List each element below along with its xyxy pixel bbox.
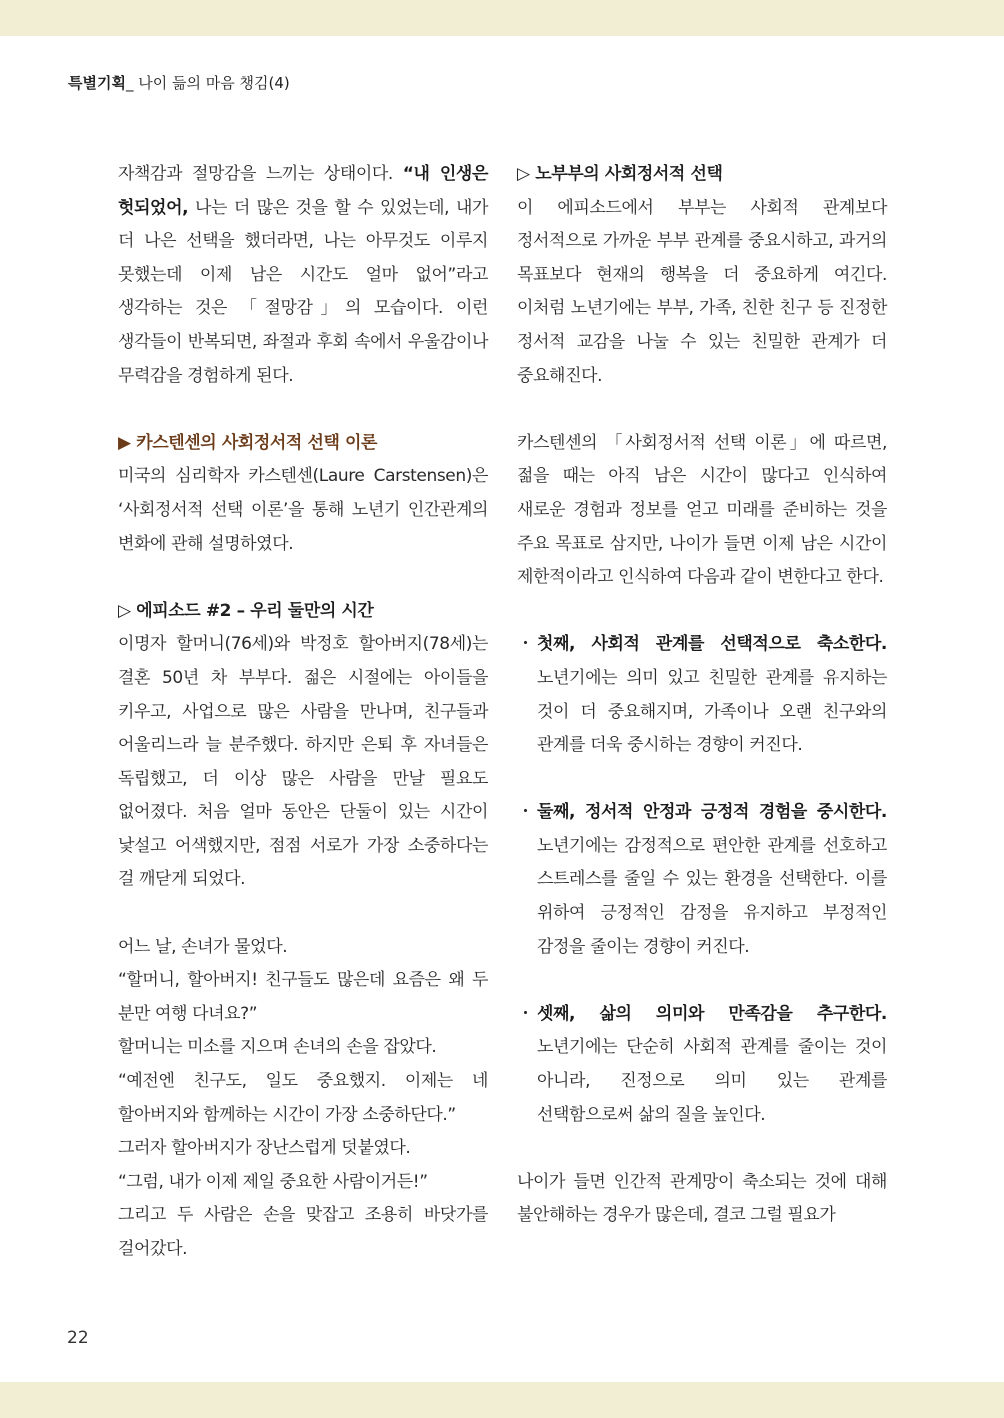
spacer (517, 964, 887, 998)
dialogue-line: 할머니는 미소를 지으며 손녀의 손을 잡았다. (118, 1037, 437, 1058)
section-heading-episode (118, 595, 488, 629)
heading-text: 카스텐센의 사회정서적 선택 이론 (136, 432, 378, 453)
paragraph-theory-intro: 미국의 심리학자 카스텐센(Laure Carstensen)은 ‘사회정서적 선택 이론’을 통해 노년기 인간관계의 변화에 관해 설명하였다. (118, 466, 488, 554)
spacer (517, 595, 887, 629)
dialogue-line: 어느 날, 손녀가 물었다. (118, 936, 288, 957)
top-band (0, 0, 1004, 36)
section-heading-theory (118, 427, 488, 461)
bullet-item-third (517, 998, 887, 1132)
paragraph-despair (118, 158, 488, 393)
dialogue-line: “할머니, 할아버지! 친구들도 많은데 요즘은 왜 두 분만 여행 다녀요?” (118, 970, 488, 1024)
spacer (118, 897, 488, 931)
bullet-dot-icon: ・ (517, 802, 534, 823)
bullet-lead: 첫째, 사회적 관계를 선택적으로 축소한다. (537, 634, 887, 655)
bullet-dot-icon: ・ (517, 634, 534, 655)
emphasis-quote: “내 인생은 헛되었어, (118, 164, 488, 218)
dialogue-line: “그럼, 내가 이제 제일 중요한 사람이거든!” (118, 1171, 428, 1192)
bullet-text: 노년기에는 의미 있고 친밀한 관계를 유지하는 것이 더 중요해지며, 가족이나 오랜 친구와의 관계를 더욱 중시하는 경향이 커진다. (537, 667, 887, 756)
text: 자책감과 절망감을 느끼는 상태이다. (118, 164, 403, 184)
spacer (118, 393, 488, 427)
header-title: _ 나이 듦의 마음 챙김(4) (125, 74, 290, 92)
text: 나는 더 많은 것을 할 수 있었는데, 내가 더 나은 선택을 했더라면, 나는 아무것도 이루지 못했는데 이제 남은 시간도 얼마 없어”라고 생각하는 것은 「절망감」의 모습이다. 이런 생각들이 반복되면, 좌절과 후회 속에서 우울감이나 무력감을 경험하게 된다. (118, 197, 488, 386)
paragraph-closing: 나이가 들면 인간적 관계망이 축소되는 것에 대해 불안해하는 경우가 많은데, 결코 그럴 필요가 (517, 1171, 887, 1226)
heading-text: 에피소드 #2 – 우리 둘만의 시간 (136, 600, 374, 621)
dialogue-line: 그리고 두 사람은 손을 맞잡고 조용히 바닷가를 걸어갔다. (118, 1205, 488, 1259)
dialogue-line: 그러자 할아버지가 장난스럽게 덧붙였다. (118, 1138, 411, 1159)
left-column (118, 158, 488, 1267)
spacer (517, 1132, 887, 1166)
bullet-text: 노년기에는 단순히 사회적 관계를 줄이는 것이 아니라, 진정으로 의미 있는 관계를 선택함으로써 삶의 질을 높인다. (537, 1037, 887, 1125)
section-heading-couple (517, 158, 887, 192)
paragraph-episode: 이명자 할머니(76세)와 박정호 할아버지(78세)는 결혼 50년 차 부부다. 젊은 시절에는 아이들을 키우고, 사업으로 많은 사람을 만나며, 친구들과 어울리느라 늘 분주했다. 하지만 은퇴 후 자녀들은 독립했고, 더 이상 많은 사람을 만날 필요도 없어졌다. 처음 얼마 동안은 단둘이 있는 시간이 낯설고 어색했지만, 점점 서로가 가장 소중하다는 걸 깨닫게 되었다. (118, 634, 488, 890)
spacer (517, 393, 887, 427)
bullet-text: 노년기에는 감정적으로 편안한 관계를 선호하고 스트레스를 줄일 수 있는 환경을 선택한다. 이를 위하여 긍정적인 감정을 유지하고 부정적인 감정을 줄이는 경향이 커진다. (537, 835, 887, 957)
spacer (118, 561, 488, 595)
running-header (68, 72, 290, 93)
paragraph-theory-detail: 카스텐센의 「사회정서적 선택 이론」에 따르면, 젊을 때는 아직 남은 시간이 많다고 인식하여 새로운 경험과 정보를 얻고 미래를 준비하는 것을 주요 목표로 삼지만, 나이가 들면 이제 남은 시간이 제한적이라고 인식하여 다음과 같이 변한다고 한다. (517, 432, 887, 588)
paragraph-couple: 이 에피소드에서 부부는 사회적 관계보다 정서적으로 가까운 부부 관계를 중요시하고, 과거의 목표보다 현재의 행복을 더 중요하게 여긴다. 이처럼 노년기에는 부부, 가족, 친한 친구 등 진정한 정서적 교감을 나눌 수 있는 친밀한 관계가 더 중요해진다. (517, 197, 887, 386)
triangle-solid-icon: ▶ (118, 432, 131, 453)
bullet-lead: 둘째, 정서적 안정과 긍정적 경험을 중시한다. (537, 802, 887, 823)
heading-text: 노부부의 사회정서적 선택 (535, 164, 723, 184)
bottom-band (0, 1382, 1004, 1418)
dialogue-line: “예전엔 친구도, 일도 중요했지. 이제는 네 할아버지와 함께하는 시간이 가장 소중하단다.” (118, 1071, 488, 1125)
right-column (517, 158, 887, 1233)
header-series: 특별기획 (68, 74, 126, 92)
triangle-outline-icon: ▷ (517, 164, 530, 184)
bullet-item-second (517, 796, 887, 964)
spacer (517, 763, 887, 797)
bullet-lead: 셋째, 삶의 의미와 만족감을 추구한다. (537, 1003, 887, 1024)
triangle-outline-icon: ▷ (118, 600, 131, 621)
page-number: 22 (67, 1328, 89, 1348)
bullet-item-first (517, 628, 887, 762)
bullet-dot-icon: ・ (517, 1003, 534, 1024)
